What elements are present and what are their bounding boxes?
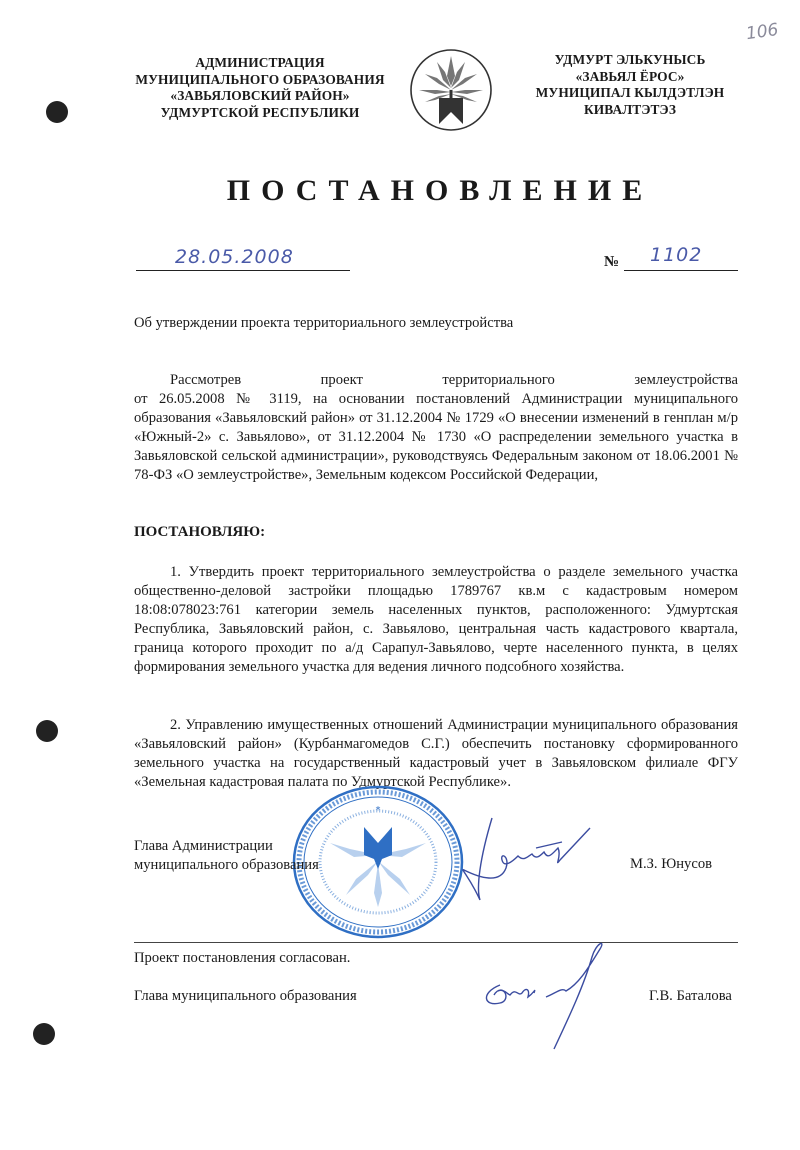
number-underline [624,270,738,271]
page-number-annotation: 106 [744,19,780,45]
date-underline [136,270,350,271]
document-title: ПОСТАНОВЛЕНИЕ [226,174,654,207]
punch-hole [36,720,58,742]
word: проект [320,372,363,388]
coat-of-arms-icon [409,42,493,140]
punch-hole [46,101,68,123]
intro-first-line [134,371,738,390]
header-left-russian [110,55,410,121]
header-line: УДМУРТ ЭЛЬКУНЫСЬ [554,52,706,67]
number-label: № [604,254,620,270]
header-line: «ЗАВЬЯЛОВСКИЙ РАЙОН» [170,88,350,103]
role-line: муниципального образования [134,857,319,873]
item-text: 2. Управлению имущественных отношений Администрации муниципального образования «Завьяловский район» (Курбанмагомедов С.Г.) обеспечить постановку сформированного земельного участка на государственный кадастровый учет в Завьяловском филиале ФГУ «Земельная кадастровая палата по Удмуртской Республике». [134,717,738,790]
approval-note: Проект постановления согласован. [134,950,351,966]
signature-1 [440,808,600,918]
signatory-2-name: Г.В. Баталова [649,988,732,1004]
document-date: 28.05.2008 [175,246,294,268]
document-subject: Об утверждении проекта территориального землеустройства [134,315,514,331]
word: территориального [442,372,555,388]
item-text: 1. Утвердить проект территориального землеустройства о разделе земельного участка общественно-деловой застройки площадью 1789767 кв.м с кадастровым номером 18:08:078023:761 категории земель населенных пунктов, расположенного: Удмуртская Республика, Завьяловский район, с. Завьялово, центральная часть кадастрового квартала, граница которого проходит по а/д Сарапул-Завьялово, черте населенного пункта, в целях формирования земельного участка для ведения личного подсобного хозяйства. [134,564,738,675]
signature-2 [470,935,640,1055]
punch-hole [33,1023,55,1045]
signatory-1-name: М.З. Юнусов [630,856,713,872]
word: землеустройства [634,372,738,388]
header-line: УДМУРТСКОЙ РЕСПУБЛИКИ [160,104,360,120]
header-line: МУНИЦИПАЛЬНОГО ОБРАЗОВАНИЯ [135,71,385,87]
svg-text:*: * [375,805,381,816]
resolution-item-2 [134,716,738,792]
resolution-item-1 [134,563,738,677]
signatory-2-role: Глава муниципального образования [134,988,357,1004]
document-number: 1102 [650,244,703,266]
separator-line [134,942,738,943]
intro-rest: от 26.05.2008 № 3119, на основании постановлений Администрации муниципального образования «Завьяловский район» от 31.12.2004 № 1729 «О внесении изменений в генплан м/р «Южный-2» с. Завьялово», от 31.12.2004 № 1730 «О распределении земельного участка в Завьяловской сельской администрации», руководствуясь Федеральным законом от 18.06.2001 № 78-ФЗ «О землеустройстве», Земельным кодексом Российской Федерации, [134,391,738,483]
header-line: АДМИНИСТРАЦИЯ [195,55,325,70]
intro-paragraph [134,371,738,485]
resolve-heading: ПОСТАНОВЛЯЮ: [134,524,266,540]
header-line: «ЗАВЬЯЛ ЁРОС» [575,68,685,84]
header-line: МУНИЦИПАЛ КЫЛДЭТЛЭН [535,85,725,100]
header-right-udmurt [510,52,750,118]
word: Рассмотрев [170,372,242,388]
header-line: КИВАЛТЭТЭЗ [583,101,677,117]
role-line: Глава Администрации [134,838,273,854]
signatory-1-role [134,837,319,875]
